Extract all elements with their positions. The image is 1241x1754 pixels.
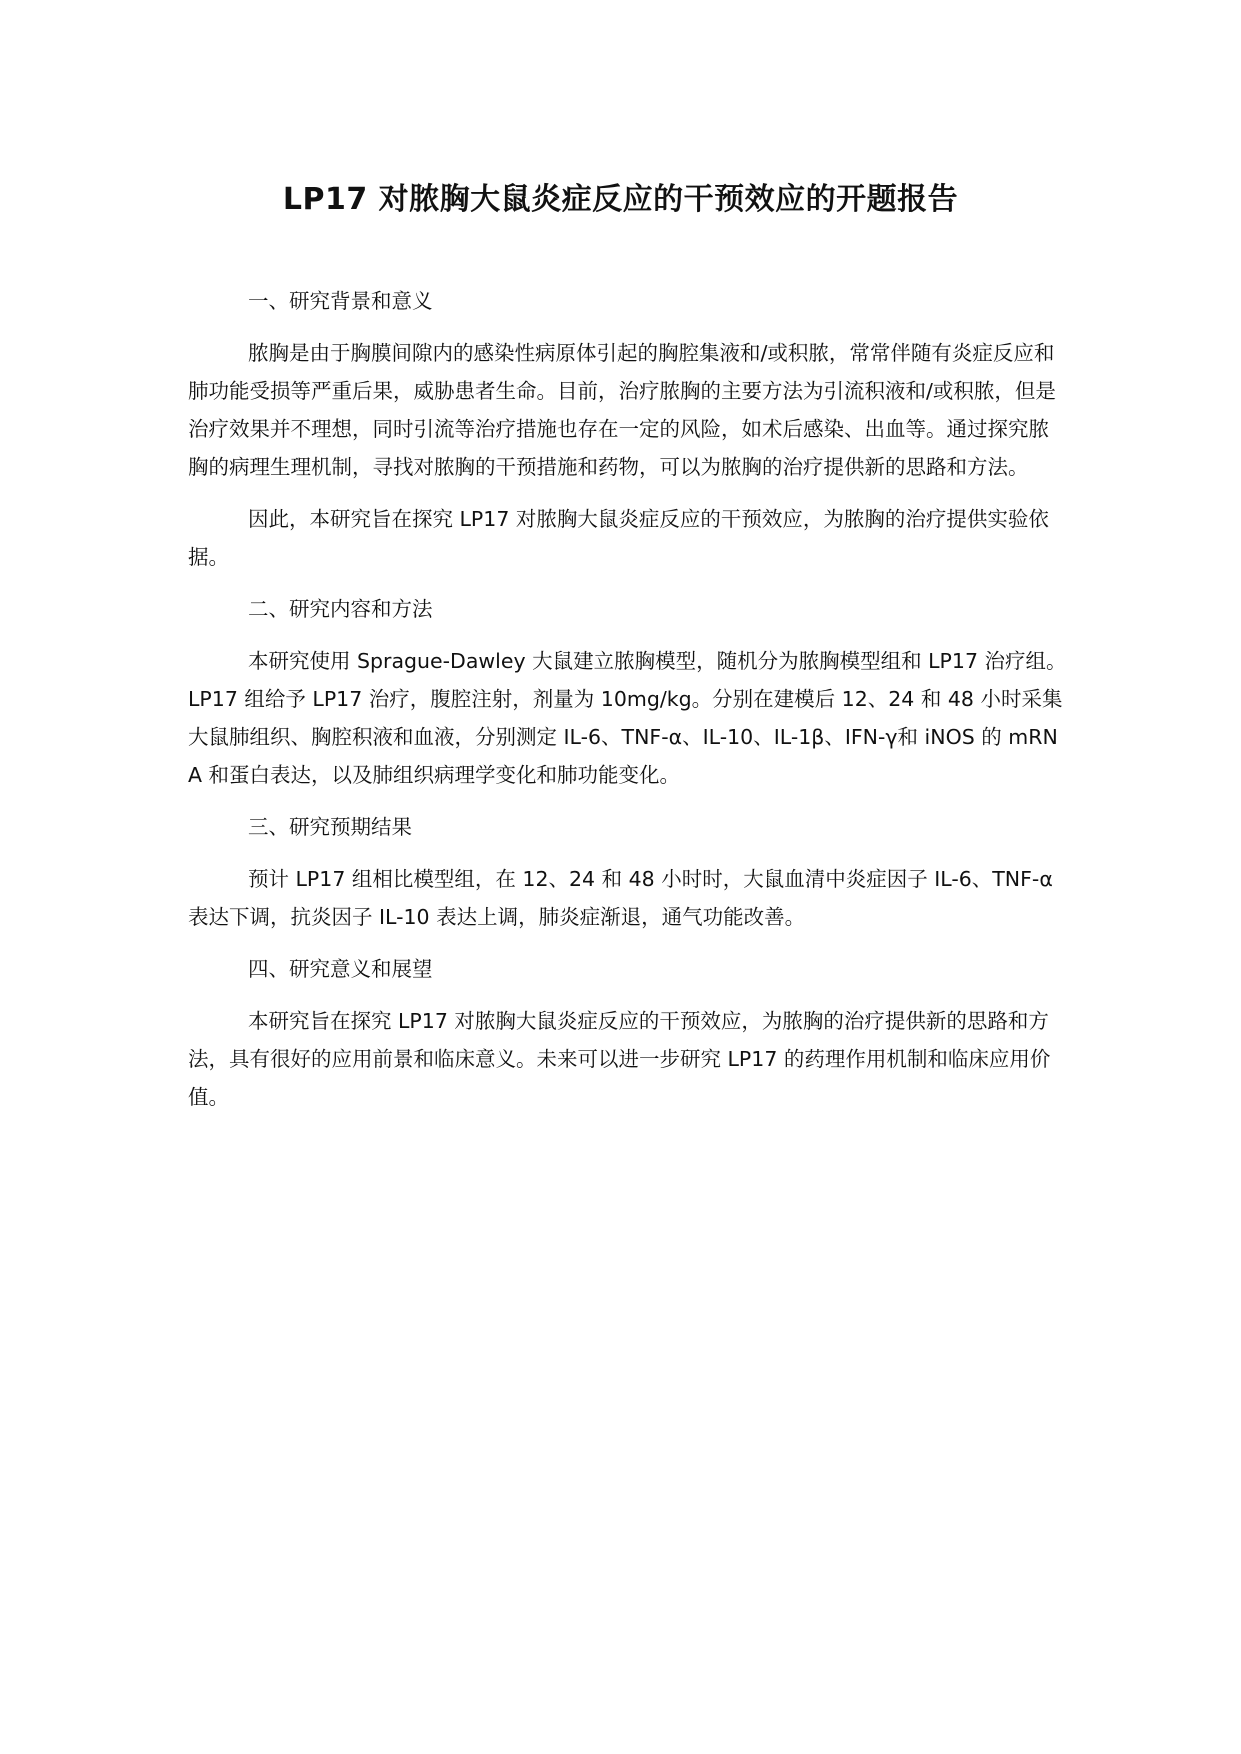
section-background [188, 282, 1068, 576]
paragraph: 预计 LP17 组相比模型组，在 12、24 和 48 小时时，大鼠血清中炎症因子 IL-6、TNF-α表达下调，抗炎因子 IL-10 表达上调，肺炎症渐退，通气功能改善。 [188, 867, 1053, 929]
section-content-methods [188, 590, 1068, 794]
section-significance-outlook [188, 950, 1068, 1116]
paragraph: 脓胸是由于胸膜间隙内的感染性病原体引起的胸腔集液和/或积脓，常常伴随有炎症反应和肺功能受损等严重后果，威胁患者生命。目前，治疗脓胸的主要方法为引流积液和/或积脓，但是治疗效果并不理想，同时引流等治疗措施也存在一定的风险，如术后感染、出血等。通过探究脓胸的病理生理机制，寻找对脓胸的干预措施和药物，可以为脓胸的治疗提供新的思路和方法。 [188, 341, 1056, 479]
paragraph: 本研究使用 Sprague-Dawley 大鼠建立脓胸模型，随机分为脓胸模型组和 LP17 治疗组。LP17 组给予 LP17 治疗，腹腔注射，剂量为 10mg/kg。分别在建模后 12、24 和 48 小时采集大鼠肺组织、胸腔积液和血液，分别测定 IL-6、TNF-α、IL-10、IL-1β、IFN-γ和 iNOS 的 mRNA 和蛋白表达，以及肺组织病理学变化和肺功能变化。 [188, 649, 1067, 787]
section-expected-results [188, 808, 1068, 936]
document-body [188, 282, 1068, 1130]
section-heading: 四、研究意义和展望 [248, 957, 433, 981]
document-title: LP17 对脓胸大鼠炎症反应的干预效应的开题报告 [282, 182, 959, 217]
section-heading: 一、研究背景和意义 [248, 289, 433, 313]
section-heading: 三、研究预期结果 [248, 815, 412, 839]
section-heading: 二、研究内容和方法 [248, 597, 433, 621]
paragraph: 因此，本研究旨在探究 LP17 对脓胸大鼠炎症反应的干预效应，为脓胸的治疗提供实验依据。 [188, 507, 1049, 569]
paragraph: 本研究旨在探究 LP17 对脓胸大鼠炎症反应的干预效应，为脓胸的治疗提供新的思路和方法，具有很好的应用前景和临床意义。未来可以进一步研究 LP17 的药理作用机制和临床应用价值。 [188, 1009, 1051, 1109]
